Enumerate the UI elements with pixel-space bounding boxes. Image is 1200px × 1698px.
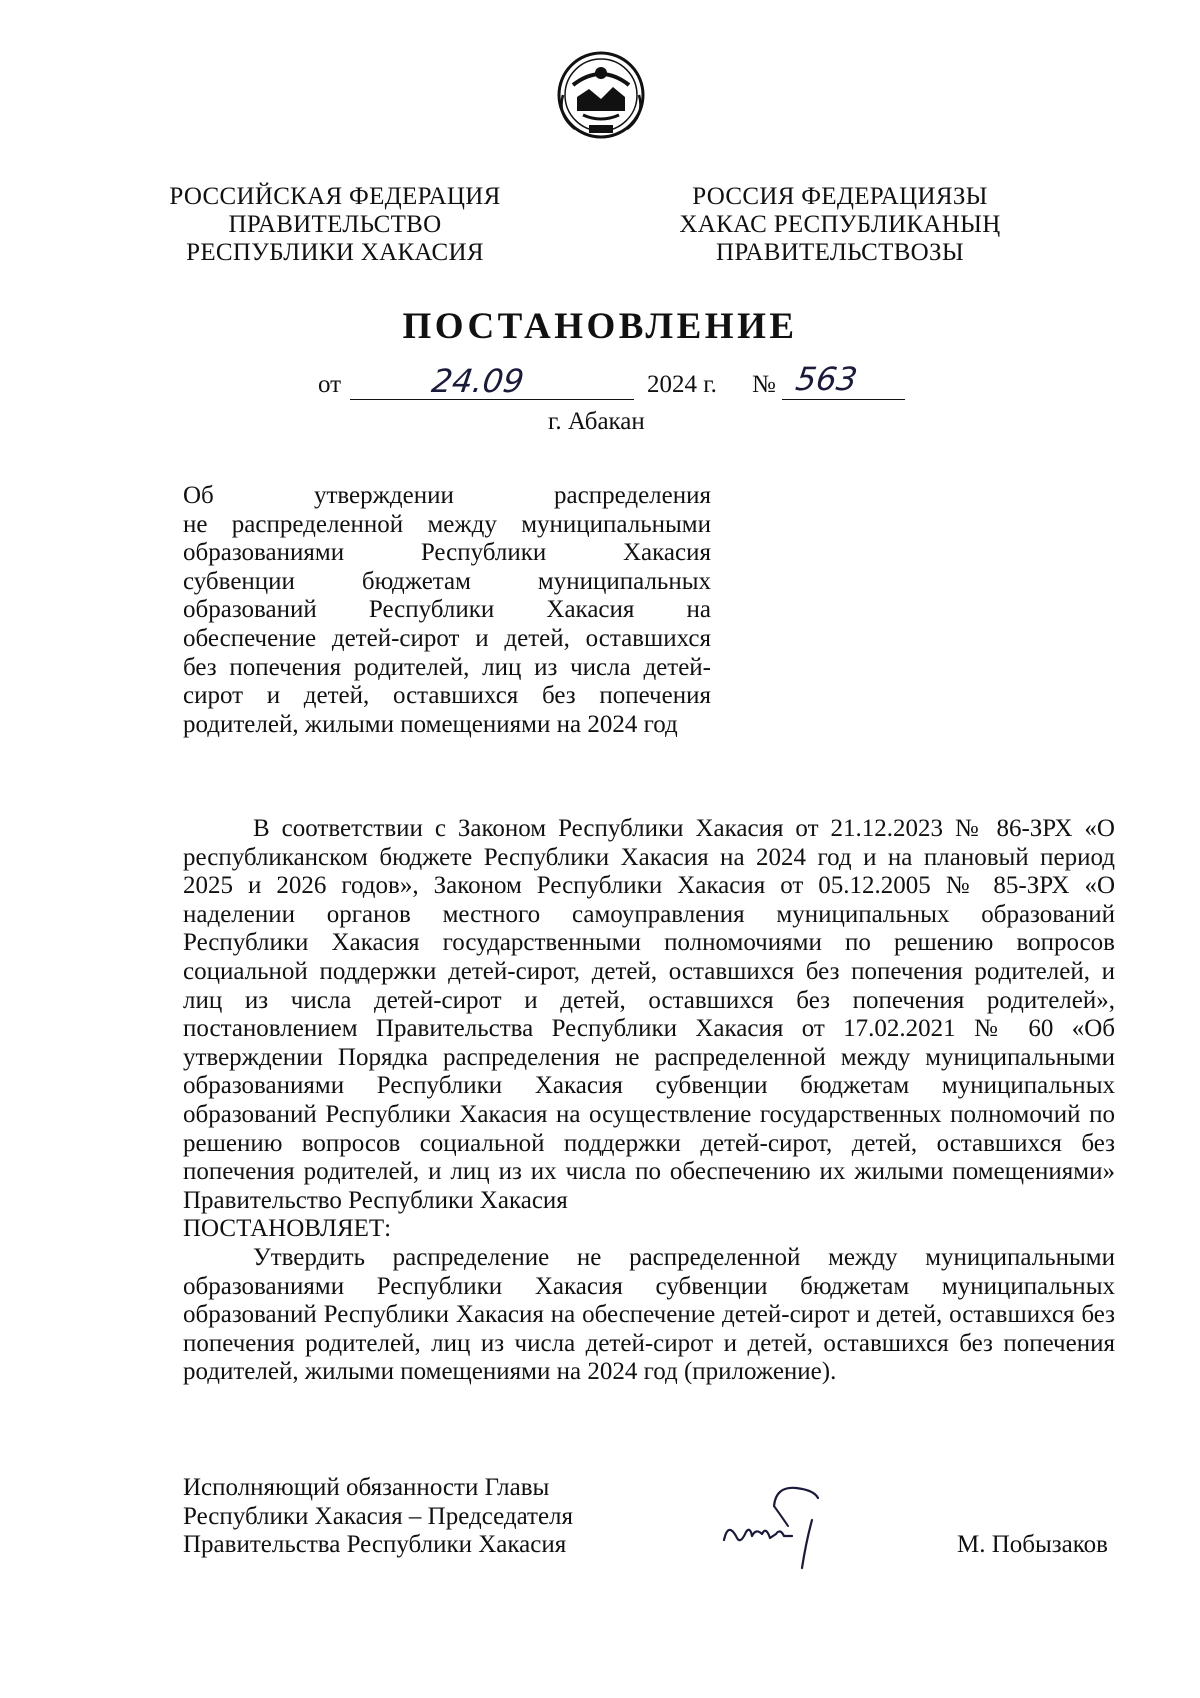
header-right-block xyxy=(660,183,1020,267)
header-left-block xyxy=(150,183,520,267)
signatory-role-line-3: Правительства Республики Хакасия xyxy=(183,1531,567,1559)
date-year: 2024 г. xyxy=(647,371,717,398)
subject-line: образованиями Республики Хакасия xyxy=(183,539,711,567)
city-name: г. Абакан xyxy=(548,408,645,435)
header-right-line-3: ПРАВИТЕЛЬСТВОЗЫ xyxy=(716,239,964,266)
signatory-role xyxy=(183,1474,573,1560)
body-paragraph-2: Утвердить распределение не распределенной между муниципальными образованиями Республики Хакасия субвенции бюджетам муниципальных образований Республики Хакасия на обеспечение детей-сирот и детей, оставшихся без попечения родителей, лиц из числа детей-сирот и детей, оставшихся без попечения родителей, жилыми помещениями на 2024 год (приложение). xyxy=(183,1243,1115,1386)
subject-line: не распределенной между муниципальными xyxy=(183,510,711,538)
header-right-line-2: ХАКАС РЕСПУБЛИКАНЫҢ xyxy=(679,211,1001,238)
subject-line: образований Республики Хакасия на xyxy=(183,596,711,624)
header-left-line-1: РОССИЙСКАЯ ФЕДЕРАЦИЯ xyxy=(169,183,501,210)
document-title: ПОСТАНОВЛЕНИЕ xyxy=(402,306,798,347)
number-label: № xyxy=(752,371,776,398)
coat-of-arms-emblem xyxy=(553,45,649,145)
body-text xyxy=(183,815,1115,1387)
subject-line: обеспечение детей-сирот и детей, оставшихся xyxy=(183,624,711,652)
subject-block xyxy=(183,482,711,739)
handwritten-signature xyxy=(718,1476,858,1576)
header-left-line-3: РЕСПУБЛИКИ ХАКАСИЯ xyxy=(186,239,484,266)
subject-line: без попечения родителей, лиц из числа детей- xyxy=(183,653,711,681)
body-decree: ПОСТАНОВЛЯЕТ: xyxy=(183,1215,392,1243)
signatory-role-line-2: Республики Хакасия – Председателя xyxy=(183,1502,574,1530)
subject-line: Об утверждении распределения xyxy=(183,482,711,509)
signatory-role-line-1: Исполняющий обязанности Главы xyxy=(183,1474,550,1501)
date-handwritten: 24.09 xyxy=(429,362,527,400)
subject-line: сирот и детей, оставшихся без попечения xyxy=(183,682,711,710)
header-left-line-2: ПРАВИТЕЛЬСТВО xyxy=(228,211,442,238)
subject-line: субвенции бюджетам муниципальных xyxy=(183,567,711,595)
header-right-line-1: РОССИЯ ФЕДЕРАЦИЯЗЫ xyxy=(692,183,988,210)
subject-line: родителей, жилыми помещениями на 2024 год xyxy=(183,710,678,738)
body-paragraph-1: В соответствии с Законом Республики Хакасия от 21.12.2023 № 86-ЗРХ «О республиканском бюджете Республики Хакасия на 2024 год и на плановый период 2025 и 2026 годов», Законом Республики Хакасия от 05.12.2005 № 85-ЗРХ «О наделении органов местного самоуправления муниципальных образований Республики Хакасия государственными полномочиями по решению вопросов социальной поддержки детей-сирот, детей, оставшихся без попечения родителей, и лиц из числа детей-сирот и детей, оставшихся без попечения родителей», постановлением Правительства Республики Хакасия от 17.02.2021 № 60 «Об утверждении Порядка распределения не распределенной между муниципальными образованиями Республики Хакасия субвенции бюджетам муниципальных образований Республики Хакасия на осуществление государственных полномочий по решению вопросов социальной поддержки детей-сирот, детей, оставшихся без попечения родителей, и лиц из их числа по обеспечению их жилыми помещениями» Правительство Республики Хакасия xyxy=(183,815,1115,1214)
signatory-name: М. Побызаков xyxy=(957,1531,1108,1558)
number-underline xyxy=(782,399,905,400)
number-handwritten: 563 xyxy=(793,360,860,398)
date-from-label: от xyxy=(318,371,342,398)
